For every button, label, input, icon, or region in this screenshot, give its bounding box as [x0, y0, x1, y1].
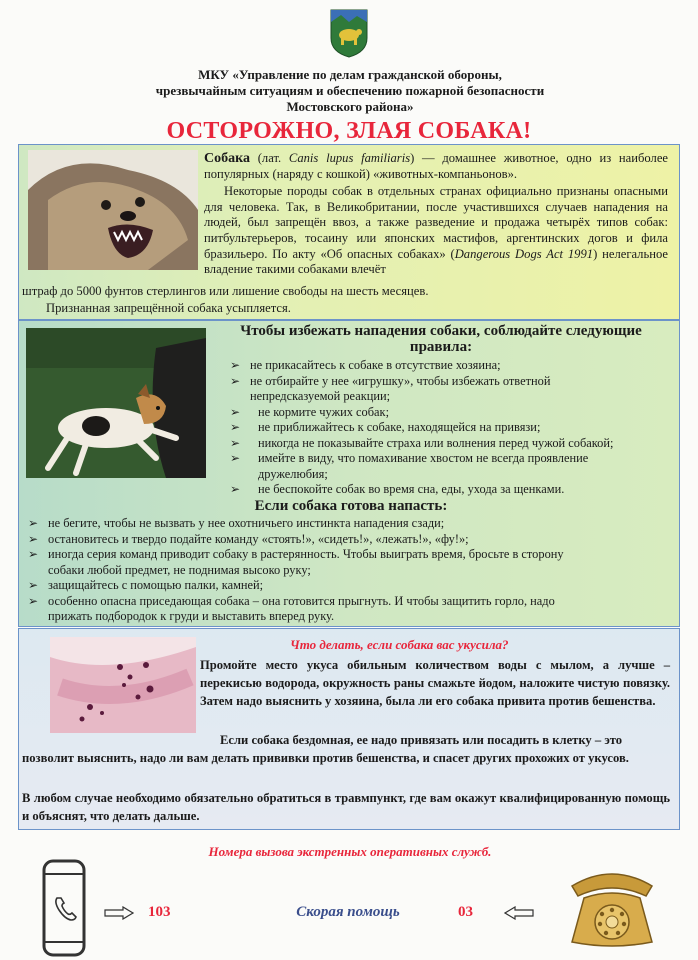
bullet-arrow-icon: ➢ — [28, 531, 39, 546]
rule-item: ➢ не отбирайте у нее «игрушку», чтобы избежать ответной — [230, 373, 551, 388]
rules-heading-line-1: Чтобы избежать нападения собаки, соблюдайте следующие — [240, 323, 642, 339]
rules-heading — [206, 323, 676, 355]
attack-item: ➢ не бегите, чтобы не вызвать у нее охотничьего инстинкта нападения сзади; — [28, 516, 445, 530]
attack-heading: Если собака готова напасть: — [254, 498, 448, 514]
bite-para-2b: позволит выяснить, надо ли вам делать прививки против бешенства, и спасет других прохожих от укусов. — [22, 751, 629, 765]
rotary-telephone-icon — [562, 866, 662, 950]
bullet-arrow-icon: ➢ — [28, 578, 39, 592]
bullet-arrow-icon: ➢ — [230, 420, 241, 434]
org-line-3: Мостовского района» — [286, 99, 414, 114]
intro-para-2-rest: ) нелегальное владение такими собаками влечёт — [204, 246, 668, 277]
term-dog: Собака — [204, 151, 250, 166]
attack-item-continued: прижать подбородок к груди и выставить вперед руку. — [48, 609, 335, 623]
latin-name: Canis lupus familiaris — [288, 151, 411, 165]
ambulance-service-label: Скорая помощь — [296, 904, 400, 920]
rule-item: ➢ не кормите чужих собак; — [230, 404, 390, 419]
jumping-dog-photo — [26, 328, 206, 478]
arrow-left-icon — [504, 906, 534, 920]
bite-para-2a: Если собака бездомная, ее надо привязать или посадить в клетку – это — [220, 733, 623, 747]
bullet-arrow-icon: ➢ — [230, 451, 241, 465]
latin-prefix: (лат. — [249, 151, 289, 165]
rule-item: ➢ не приближайтесь к собаке, находящейся на привязи; — [230, 420, 541, 434]
rule-item: ➢ не прикасайтесь к собаке в отсутствие хозяина; — [230, 358, 501, 372]
bullet-arrow-icon: ➢ — [230, 482, 241, 496]
rule-item: ➢ имейте в виду, что помахивание хвостом не всегда проявление — [230, 451, 589, 465]
intro-para-4: Признанная запрещённой собака усыпляется. — [46, 301, 291, 315]
crest-emblem — [329, 8, 369, 58]
intro-line1-rest: ) — домашнее животное, одно из наиболее популярных (наряду с кошкой) «животных-компаньонов». — [204, 151, 668, 181]
bullet-arrow-icon: ➢ — [28, 516, 39, 530]
mobile-emergency-number: 103 — [148, 904, 171, 920]
organization-name — [120, 67, 580, 115]
rules-list — [228, 358, 676, 498]
intro-para-3: штраф до 5000 фунтов стерлингов или лишение свободы на шесть месяцев. — [22, 284, 429, 298]
bite-heading: Что делать, если собака вас укусила? — [290, 637, 509, 652]
bite-para-3: В любом случае необходимо обязательно обратиться в травмпункт, где вам окажут квалифицированную помощь и объяснят, что делать дальше. — [22, 791, 670, 823]
bullet-arrow-icon: ➢ — [230, 435, 241, 450]
rule-item-continued: дружелюбия; — [258, 466, 328, 481]
angry-dog-photo — [28, 150, 198, 270]
rules-heading-line-2: правила: — [409, 339, 473, 355]
attack-item: ➢ защищайтесь с помощью палки, камней; — [28, 578, 264, 592]
rule-item-continued: непредсказуемой реакции; — [250, 389, 391, 403]
org-line-2: чрезвычайным ситуациям и обеспечению пожарной безопасности — [155, 83, 545, 98]
act-name: Dangerous Dogs Act 1991 — [454, 246, 594, 261]
emergency-numbers-title: Номера вызова экстренных оперативных служб. — [208, 844, 492, 859]
smartphone-icon — [34, 858, 94, 958]
bullet-arrow-icon: ➢ — [230, 358, 241, 372]
rule-item: ➢ не беспокойте собак во время сна, еды, ухода за щенками. — [230, 482, 565, 496]
intro-para-2: Некоторые породы собак в отдельных странах официально признаны опасными для человека. Так, в Великобритании, после участившихся случаев нападения на людей, был запрещён ввоз, а также разведение и продажа четырёх типов собак: питбультерьеров, тосаину или японских мастифов, аргентинских догов и фила бразильеро. По акту «Об опасных собаках» ( — [204, 184, 668, 261]
attack-item: ➢ иногда серия команд приводит собаку в растерянность. Чтобы выиграть время, бросьте в сторону — [28, 547, 564, 561]
page-title: ОСТОРОЖНО, ЗЛАЯ СОБАКА! — [166, 118, 532, 144]
bullet-arrow-icon: ➢ — [28, 593, 39, 608]
attack-item-continued: собаки любой предмет, не поднимая высоко руку; — [48, 562, 311, 577]
bullet-arrow-icon: ➢ — [28, 547, 39, 561]
landline-emergency-number: 03 — [458, 904, 473, 920]
dog-bite-wound-photo — [50, 637, 196, 733]
attack-item: ➢ особенно опасна приседающая собака – она готовится прыгнуть. И чтобы защитить горло, надо — [28, 593, 555, 608]
arrow-right-icon — [104, 906, 134, 920]
org-line-1: МКУ «Управление по делам гражданской обороны, — [198, 67, 502, 82]
intro-text — [204, 151, 668, 278]
rule-item: ➢ никогда не показывайте страха или волнения перед чужой собакой; — [230, 435, 614, 450]
bullet-arrow-icon: ➢ — [230, 404, 241, 419]
bite-para-1: Промойте место укуса обильным количеством воды с мылом, а лучше – перекисью водорода, окружность раны смажьте йодом, наложите чистую повязку. Затем надо выяснить у хозяина, была ли его собака привита против бешенства. — [200, 658, 670, 708]
attack-list — [26, 516, 674, 625]
attack-item: ➢ остановитесь и твердо подайте команду «стоять!», «сидеть!», «лежать!», «фу!»; — [28, 531, 469, 546]
bullet-arrow-icon: ➢ — [230, 373, 241, 388]
